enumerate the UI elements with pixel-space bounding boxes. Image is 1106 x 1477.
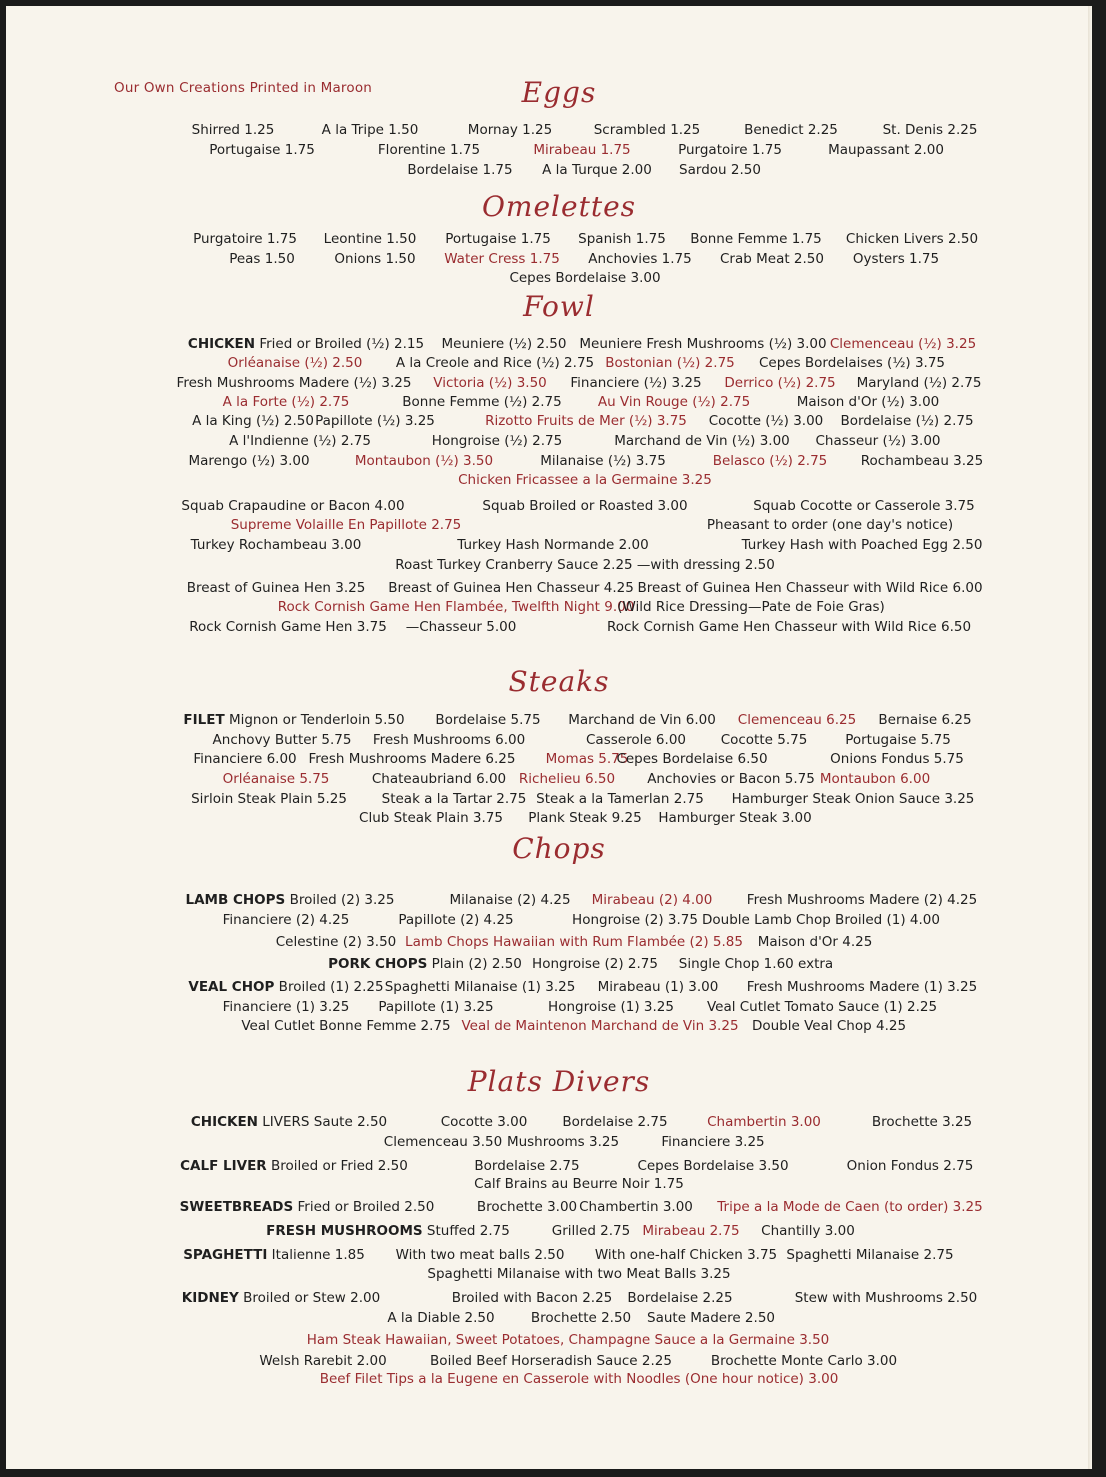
fowl-item: Turkey Hash with Poached Egg 2.50: [741, 537, 983, 553]
plats-item: Stew with Mushrooms 2.50: [794, 1290, 978, 1306]
fowl-item: A la King (½) 2.50: [192, 413, 314, 429]
plats-item: Ham Steak Hawaiian, Sweet Potatoes, Champagne Sauce a la Germaine 3.50: [306, 1332, 830, 1348]
fowl-item: Chasseur (½) 3.00: [815, 433, 941, 449]
plats-item: Mushrooms 3.25: [506, 1134, 620, 1150]
fowl-item: Supreme Volaille En Papillote 2.75: [230, 517, 462, 533]
eggs-item: A la Turque 2.00: [542, 162, 652, 178]
header-note: Our Own Creations Printed in Maroon: [114, 80, 373, 96]
steaks-item: Hamburger Steak Onion Sauce 3.25: [731, 791, 975, 807]
steaks-item: Steak a la Tartar 2.75: [381, 791, 527, 807]
plats-item: CALF LIVER Broiled or Fried 2.50: [180, 1158, 408, 1174]
omelettes-item: Oysters 1.75: [852, 251, 940, 267]
plats-item: Chambertin 3.00: [579, 1199, 693, 1215]
fowl-item: Marchand de Vin (½) 3.00: [614, 433, 790, 449]
steaks-item: Fresh Mushrooms 6.00: [372, 732, 526, 748]
steaks-item: Anchovy Butter 5.75: [212, 732, 352, 748]
fowl-item: Rochambeau 3.25: [860, 453, 984, 469]
steaks-item: Casserole 6.00: [586, 732, 686, 748]
chops-item: Financiere (1) 3.25: [222, 999, 350, 1015]
chops-item: Spaghetti Milanaise (1) 3.25: [384, 979, 576, 995]
plats-item: SPAGHETTI Italienne 1.85: [183, 1247, 365, 1263]
steaks-item: Anchovies or Bacon 5.75: [647, 771, 815, 787]
fowl-item: Rock Cornish Game Hen Flambée, Twelfth Night 9.00: [277, 599, 635, 615]
fowl-item: Roast Turkey Cranberry Sauce 2.25 —with dressing 2.50: [395, 557, 775, 573]
steaks-item: Bordelaise 5.75: [435, 712, 541, 728]
omelettes-item: Purgatoire 1.75: [193, 231, 297, 247]
plats-item: Spaghetti Milanaise with two Meat Balls 3.25: [427, 1266, 731, 1282]
steaks-item: Fresh Mushrooms Madere 6.25: [308, 751, 516, 767]
eggs-item: Scrambled 1.25: [593, 122, 701, 138]
section-title-steaks: Steaks: [508, 665, 610, 698]
steaks-item: Plank Steak 9.25: [528, 810, 642, 826]
plats-item: Brochette Monte Carlo 3.00: [710, 1353, 898, 1369]
fowl-item: Maryland (½) 2.75: [856, 375, 982, 391]
plats-item: Beef Filet Tips a la Eugene en Casserole with Noodles (One hour notice) 3.00: [319, 1371, 839, 1387]
eggs-item: Mornay 1.25: [467, 122, 553, 138]
fowl-item: Rizotto Fruits de Mer (½) 3.75: [485, 413, 687, 429]
fowl-item: Rock Cornish Game Hen Chasseur with Wild Rice 6.50: [606, 619, 972, 635]
chops-item: Fresh Mushrooms Madere (1) 3.25: [746, 979, 978, 995]
chops-item: Papillote (2) 4.25: [398, 912, 514, 928]
plats-item: FRESH MUSHROOMS Stuffed 2.75: [266, 1223, 510, 1239]
steaks-item: Orléanaise 5.75: [222, 771, 330, 787]
steaks-item: Momas 5.75: [545, 751, 629, 767]
chops-item: Fresh Mushrooms Madere (2) 4.25: [746, 892, 978, 908]
eggs-item: Bordelaise 1.75: [407, 162, 513, 178]
fowl-item: Turkey Hash Normande 2.00: [457, 537, 649, 553]
steaks-item: Clemenceau 6.25: [737, 712, 857, 728]
fowl-item: A la Creole and Rice (½) 2.75: [395, 355, 595, 371]
plats-item: Tripe a la Mode de Caen (to order) 3.25: [717, 1199, 983, 1215]
chops-item: Mirabeau (2) 4.00: [591, 892, 713, 908]
fowl-item: Victoria (½) 3.50: [433, 375, 547, 391]
fowl-item: Maison d'Or (½) 3.00: [796, 394, 940, 410]
menu-page: [6, 6, 1092, 1469]
plats-item: Brochette 2.50: [530, 1310, 632, 1326]
chops-item: Financiere (2) 4.25: [222, 912, 350, 928]
fowl-item: Bordelaise (½) 2.75: [840, 413, 974, 429]
fowl-item: Orléanaise (½) 2.50: [227, 355, 363, 371]
fowl-item: Cocotte (½) 3.00: [708, 413, 824, 429]
omelettes-item: Cepes Bordelaise 3.00: [509, 270, 661, 286]
chops-item: Hongroise (2) 2.75: [532, 956, 658, 972]
omelettes-item: Chicken Livers 2.50: [845, 231, 979, 247]
fowl-item: Belasco (½) 2.75: [712, 453, 828, 469]
eggs-item: A la Tripe 1.50: [321, 122, 419, 138]
fowl-item: Squab Crapaudine or Bacon 4.00: [181, 498, 405, 514]
plats-item: A la Diable 2.50: [387, 1310, 495, 1326]
chops-item: PORK CHOPS Plain (2) 2.50: [328, 956, 522, 972]
omelettes-item: Anchovies 1.75: [588, 251, 692, 267]
steaks-item: FILET Mignon or Tenderloin 5.50: [183, 712, 405, 728]
eggs-item: Benedict 2.25: [744, 122, 838, 138]
chops-item: Veal de Maintenon Marchand de Vin 3.25: [461, 1018, 739, 1034]
section-title-omelettes: Omelettes: [481, 190, 637, 223]
chops-item: LAMB CHOPS Broiled (2) 3.25: [185, 892, 395, 908]
steaks-item: Cepes Bordelaise 6.50: [616, 751, 768, 767]
fowl-item: Derrico (½) 2.75: [724, 375, 836, 391]
chops-item: Milanaise (2) 4.25: [449, 892, 571, 908]
steaks-item: Bernaise 6.25: [878, 712, 972, 728]
steaks-item: Onions Fondus 5.75: [830, 751, 964, 767]
plats-item: Financiere 3.25: [661, 1134, 765, 1150]
fowl-item: Au Vin Rouge (½) 2.75: [597, 394, 751, 410]
fowl-item: Rock Cornish Game Hen 3.75: [189, 619, 387, 635]
eggs-item: Mirabeau 1.75: [533, 142, 631, 158]
fowl-item: Squab Broiled or Roasted 3.00: [482, 498, 688, 514]
omelettes-item: Water Cress 1.75: [444, 251, 560, 267]
chops-item: Lamb Chops Hawaiian with Rum Flambée (2) 5.85: [405, 934, 743, 950]
fowl-item: Breast of Guinea Hen Chasseur with Wild Rice 6.00: [637, 580, 983, 596]
fowl-item: Breast of Guinea Hen 3.25: [186, 580, 366, 596]
omelettes-item: Portugaise 1.75: [445, 231, 551, 247]
fowl-item: Pheasant to order (one day's notice): [706, 517, 954, 533]
plats-item: Clemenceau 3.50: [383, 1134, 503, 1150]
plats-item: Bordelaise 2.25: [627, 1290, 733, 1306]
eggs-item: Portugaise 1.75: [209, 142, 315, 158]
plats-item: Chantilly 3.00: [761, 1223, 855, 1239]
steaks-item: Sirloin Steak Plain 5.25: [191, 791, 347, 807]
plats-item: Chambertin 3.00: [707, 1114, 821, 1130]
fowl-item: Turkey Rochambeau 3.00: [190, 537, 362, 553]
fowl-item: CHICKEN Fried or Broiled (½) 2.15: [187, 336, 425, 352]
fowl-item: Financiere (½) 3.25: [570, 375, 702, 391]
plats-item: Brochette 3.00: [476, 1199, 578, 1215]
steaks-item: Financiere 6.00: [193, 751, 297, 767]
plats-item: Broiled with Bacon 2.25: [451, 1290, 613, 1306]
steaks-item: Hamburger Steak 3.00: [658, 810, 812, 826]
omelettes-item: Onions 1.50: [334, 251, 416, 267]
chops-item: VEAL CHOP Broiled (1) 2.25: [188, 979, 384, 995]
plats-item: Cepes Bordelaise 3.50: [637, 1158, 789, 1174]
plats-item: SWEETBREADS Fried or Broiled 2.50: [179, 1199, 435, 1215]
steaks-item: Montaubon 6.00: [819, 771, 931, 787]
section-title-plats: Plats Divers: [467, 1065, 651, 1098]
fowl-item: Breast of Guinea Hen Chasseur 4.25: [388, 580, 634, 596]
fowl-item: Meuniere Fresh Mushrooms (½) 3.00: [579, 336, 827, 352]
section-title-chops: Chops: [512, 832, 606, 865]
fowl-item: A l'Indienne (½) 2.75: [229, 433, 371, 449]
fowl-item: Hongroise (½) 2.75: [431, 433, 563, 449]
fowl-item: A la Forte (½) 2.75: [222, 394, 350, 410]
plats-item: Bordelaise 2.75: [474, 1158, 580, 1174]
chops-item: Hongroise (1) 3.25: [548, 999, 674, 1015]
steaks-item: Cocotte 5.75: [720, 732, 808, 748]
plats-item: KIDNEY Broiled or Stew 2.00: [181, 1290, 381, 1306]
fowl-item: (Wild Rice Dressing—Pate de Foie Gras): [617, 599, 885, 615]
eggs-item: Purgatoire 1.75: [678, 142, 782, 158]
plats-item: Saute Madere 2.50: [647, 1310, 775, 1326]
fowl-item: Milanaise (½) 3.75: [540, 453, 666, 469]
fowl-item: Marengo (½) 3.00: [188, 453, 310, 469]
fowl-item: Cepes Bordelaises (½) 3.75: [758, 355, 946, 371]
fowl-item: Meuniere (½) 2.50: [441, 336, 567, 352]
plats-item: With one-half Chicken 3.75: [594, 1247, 778, 1263]
chops-item: Single Chop 1.60 extra: [678, 956, 834, 972]
eggs-item: Shirred 1.25: [191, 122, 275, 138]
fowl-item: Bonne Femme (½) 2.75: [402, 394, 562, 410]
steaks-item: Richelieu 6.50: [518, 771, 616, 787]
omelettes-item: Leontine 1.50: [323, 231, 417, 247]
fowl-item: Montaubon (½) 3.50: [354, 453, 494, 469]
fowl-item: —Chasseur 5.00: [405, 619, 517, 635]
steaks-item: Steak a la Tamerlan 2.75: [536, 791, 704, 807]
plats-item: Onion Fondus 2.75: [846, 1158, 974, 1174]
chops-item: Mirabeau (1) 3.00: [597, 979, 719, 995]
plats-item: With two meat balls 2.50: [395, 1247, 565, 1263]
eggs-item: St. Denis 2.25: [882, 122, 978, 138]
steaks-item: Club Steak Plain 3.75: [359, 810, 503, 826]
plats-item: Welsh Rarebit 2.00: [259, 1353, 387, 1369]
omelettes-item: Crab Meat 2.50: [720, 251, 824, 267]
omelettes-item: Peas 1.50: [229, 251, 295, 267]
plats-item: Brochette 3.25: [871, 1114, 973, 1130]
fowl-item: Clemenceau (½) 3.25: [829, 336, 977, 352]
plats-item: Bordelaise 2.75: [562, 1114, 668, 1130]
plats-item: Calf Brains au Beurre Noir 1.75: [474, 1176, 684, 1192]
plats-item: Boiled Beef Horseradish Sauce 2.25: [430, 1353, 672, 1369]
fowl-item: Papillote (½) 3.25: [315, 413, 435, 429]
steaks-item: Chateaubriand 6.00: [371, 771, 507, 787]
chops-item: Veal Cutlet Bonne Femme 2.75: [241, 1018, 451, 1034]
chops-item: Maison d'Or 4.25: [757, 934, 873, 950]
chops-item: Double Veal Chop 4.25: [751, 1018, 907, 1034]
section-title-fowl: Fowl: [523, 290, 595, 323]
chops-item: Hongroise (2) 3.75: [572, 912, 698, 928]
omelettes-item: Spanish 1.75: [578, 231, 666, 247]
plats-item: Cocotte 3.00: [440, 1114, 528, 1130]
steaks-item: Portugaise 5.75: [845, 732, 951, 748]
fowl-item: Chicken Fricassee a la Germaine 3.25: [458, 472, 712, 488]
steaks-item: Marchand de Vin 6.00: [568, 712, 716, 728]
section-title-eggs: Eggs: [521, 76, 597, 109]
chops-item: Double Lamb Chop Broiled (1) 4.00: [702, 912, 940, 928]
eggs-item: Florentine 1.75: [377, 142, 481, 158]
plats-item: CHICKEN LIVERS Saute 2.50: [190, 1114, 388, 1130]
plats-item: Spaghetti Milanaise 2.75: [786, 1247, 954, 1263]
plats-item: Mirabeau 2.75: [642, 1223, 740, 1239]
eggs-item: Sardou 2.50: [679, 162, 761, 178]
chops-item: Papillote (1) 3.25: [378, 999, 494, 1015]
fowl-item: Bostonian (½) 2.75: [605, 355, 735, 371]
eggs-item: Maupassant 2.00: [828, 142, 944, 158]
chops-item: Veal Cutlet Tomato Sauce (1) 2.25: [706, 999, 938, 1015]
chops-item: Celestine (2) 3.50: [275, 934, 397, 950]
fowl-item: Fresh Mushrooms Madere (½) 3.25: [176, 375, 412, 391]
page-fold: [1088, 6, 1092, 1469]
fowl-item: Squab Cocotte or Casserole 3.75: [753, 498, 975, 514]
plats-item: Grilled 2.75: [551, 1223, 631, 1239]
omelettes-item: Bonne Femme 1.75: [690, 231, 822, 247]
